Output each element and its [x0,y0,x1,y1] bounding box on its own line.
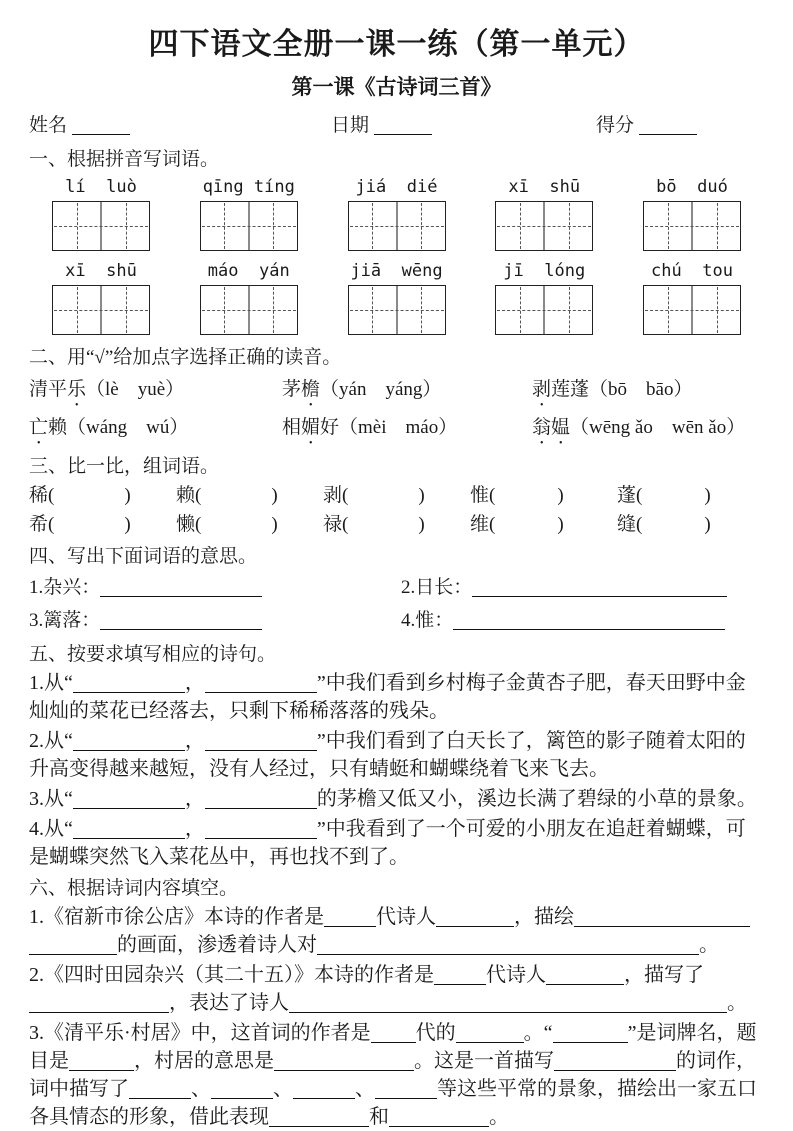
writing-grid [348,201,446,251]
grid-cell [100,286,149,334]
grid-cell [543,202,592,250]
writing-grid [495,201,593,251]
word-compare-row [29,510,764,539]
info-row [29,113,764,139]
section-2-items [29,373,764,449]
pinyin-label: jī lóng [503,261,586,281]
word-compare-cell: 蓬( ) [617,485,711,506]
grid-cell [396,286,445,334]
lesson-title: 第一课《古诗词三首》 [291,76,502,99]
pronunciation-item: 相媚好（mèi máo） [282,417,458,438]
definition-item: 1.杂兴： [29,571,401,604]
fill-in-blank [100,577,262,597]
word-compare-cell: 惟( ) [470,485,564,506]
pinyin-word-group [183,261,315,335]
dotted-character: 媚 [301,417,321,438]
answer-space [495,500,557,501]
section-6-label: 六、根据诗词内容填空。 [29,878,239,899]
pronunciation-item: 茅檐（yán yáng） [282,379,442,400]
grid-cell [691,202,740,250]
fill-in-blank [371,1022,416,1043]
dotted-character: 翁媪 [532,417,571,438]
fill-in-blank [205,818,317,839]
grid-cell [496,202,543,250]
grid-cell [644,286,691,334]
section-4-items [29,571,764,637]
content-fill-question: 1.《宿新市徐公店》本诗的作者是 代诗人 ，描绘的画面，渗透着诗人对 。 [29,903,764,959]
fill-in-blank [374,115,432,135]
section-2-label: 二、用“√”给加点字选择正确的读音。 [29,347,342,368]
fill-in-blank [472,577,727,597]
grid-cell [691,286,740,334]
verse-question: 4.从“ ， ”中我看到了一个可爱的小朋友在追赶着蝴蝶，可是蝴蝶突然飞入菜花丛中，再也找不到了。 [29,818,746,868]
pinyin-label: xī shū [65,261,137,281]
fill-in-blank [436,906,514,927]
fill-in-blank [389,1106,489,1127]
fill-in-blank [73,818,185,839]
word-compare-cell: 缝( ) [617,514,711,535]
pinyin-label: chú tou [651,261,733,281]
writing-grid [200,285,298,335]
answer-space [201,529,271,530]
grid-cell [201,202,248,250]
fill-in-blank [205,788,317,809]
answer-space [201,500,271,501]
name-field: 姓名 [29,113,331,139]
pronunciation-item: 亡赖（wáng wú） [29,417,189,438]
word-compare-row [29,481,764,510]
grid-cell [496,286,543,334]
writing-grid [200,201,298,251]
fill-in-blank [69,1050,134,1071]
pinyin-label: qīng tíng [202,177,295,197]
grid-cell [396,202,445,250]
verse-question: 3.从“ ， 的茅檐又低又小，溪边长满了碧绿的小草的景象。 [29,788,757,810]
verse-question: 2.从“ ， ”中我们看到了白天长了，篱笆的影子随着太阳的升高变得越来越短，没有人经过，只有蜻蜓和蝴蝶绕着飞来飞去。 [29,730,746,780]
fill-in-blank [100,610,262,630]
fill-in-blank [29,992,169,1013]
pinyin-word-group [331,261,463,335]
word-compare-cell: 赖( ) [176,485,278,506]
answer-space [642,529,704,530]
grid-cell [349,202,396,250]
pinyin-label: bō duó [656,177,728,197]
answer-space [54,500,124,501]
dotted-character: 亡 [29,417,49,438]
fill-in-blank [205,672,317,693]
word-compare-cell: 维( ) [470,514,564,535]
pronunciation-item: 翁媪（wēng ǎo wēn ǎo） [532,417,746,438]
fill-in-blank [324,906,376,927]
pinyin-word-group [35,261,167,335]
fill-in-blank [73,788,185,809]
dotted-character: 檐 [301,379,321,400]
writing-grid [495,285,593,335]
pinyin-label: xī shū [508,177,581,197]
date-field: 日期 [331,113,596,139]
pinyin-word-group [626,177,758,251]
pinyin-row-2 [29,261,764,335]
pronunciation-item: 清平乐（lè yuè） [29,379,185,400]
fill-in-blank [205,730,317,751]
section-5-label: 五、按要求填写相应的诗句。 [29,644,277,665]
section-1-label: 一、根据拼音写词语。 [29,149,220,170]
fill-in-blank [73,730,185,751]
fill-in-blank [453,610,725,630]
fill-in-blank [546,964,624,985]
pinyin-label: lí luò [65,177,137,197]
grid-cell [53,286,100,334]
fill-in-blank [574,906,750,927]
grid-cell [644,202,691,250]
pronunciation-item: 剥莲蓬（bō bāo） [532,379,693,400]
fill-in-blank [456,1022,524,1043]
fill-in-blank [375,1078,437,1099]
pinyin-label: jiá dié [355,177,438,197]
fill-in-blank [434,964,486,985]
definition-item: 4.惟： [401,604,764,637]
fill-in-blank [129,1078,191,1099]
fill-in-blank [73,672,185,693]
writing-grid [643,201,741,251]
fill-in-blank [211,1078,273,1099]
fill-in-blank [29,934,117,955]
writing-grid [348,285,446,335]
dotted-character: 乐 [67,379,87,400]
word-compare-cell: 稀( ) [29,485,131,506]
verse-question: 1.从“ ， ”中我们看到乡村梅子金黄杏子肥，春天田野中金灿灿的菜花已经落去，只剩下稀稀落落的残朵。 [29,672,746,722]
fill-in-blank [293,1078,355,1099]
fill-in-blank [317,934,699,955]
pinyin-word-group [331,177,463,251]
grid-cell [248,202,297,250]
content-fill-question: 2.《四时田园杂兴（其二十五）》本诗的作者是 代诗人 ，描写了，表达了诗人 。 [29,964,747,1014]
writing-grid [52,285,150,335]
word-compare-cell: 禄( ) [323,514,425,535]
answer-space [54,529,124,530]
score-field: 得分 [596,113,764,139]
pinyin-label: jiā wēng [350,261,443,281]
answer-space [495,529,557,530]
fill-in-blank [553,1022,628,1043]
pinyin-label: máo yán [207,261,290,281]
word-compare-cell: 懒( ) [176,514,278,535]
pinyin-word-group [478,261,610,335]
pinyin-word-group [626,261,758,335]
section-4-label: 四、写出下面词语的意思。 [29,546,258,567]
section-3-label: 三、比一比，组词语。 [29,456,220,477]
content-fill-question: 3.《清平乐·村居》中，这首词的作者是 代的 。“ ”是词牌名，题目是 ，村居的意思是 。这是一首描写 的词作，词中描写了 、 、 、 等这些平常的景象，描绘出一家五口各具情态的形象，借此表现 和 。 [29,1022,757,1128]
page-title: 四下语文全册一课一练（第一单元） [148,28,645,61]
grid-cell [248,286,297,334]
definition-item: 3.篱落： [29,604,401,637]
grid-cell [100,202,149,250]
answer-space [348,500,418,501]
fill-in-blank [274,1050,414,1071]
fill-in-blank [72,115,130,135]
word-compare-cell: 希( ) [29,514,131,535]
pinyin-word-group [183,177,315,251]
pinyin-word-group [478,177,610,251]
writing-grid [643,285,741,335]
fill-in-blank [639,115,697,135]
grid-cell [349,286,396,334]
grid-cell [53,202,100,250]
pinyin-row-1 [29,177,764,251]
word-compare-cell: 剥( ) [323,485,425,506]
definition-item: 2.日长： [401,571,764,604]
answer-space [348,529,418,530]
grid-cell [543,286,592,334]
fill-in-blank [269,1106,369,1127]
grid-cell [201,286,248,334]
dotted-character: 剥 [532,379,552,400]
pinyin-word-group [35,177,167,251]
fill-in-blank [289,992,727,1013]
fill-in-blank [554,1050,676,1071]
writing-grid [52,201,150,251]
answer-space [642,500,704,501]
